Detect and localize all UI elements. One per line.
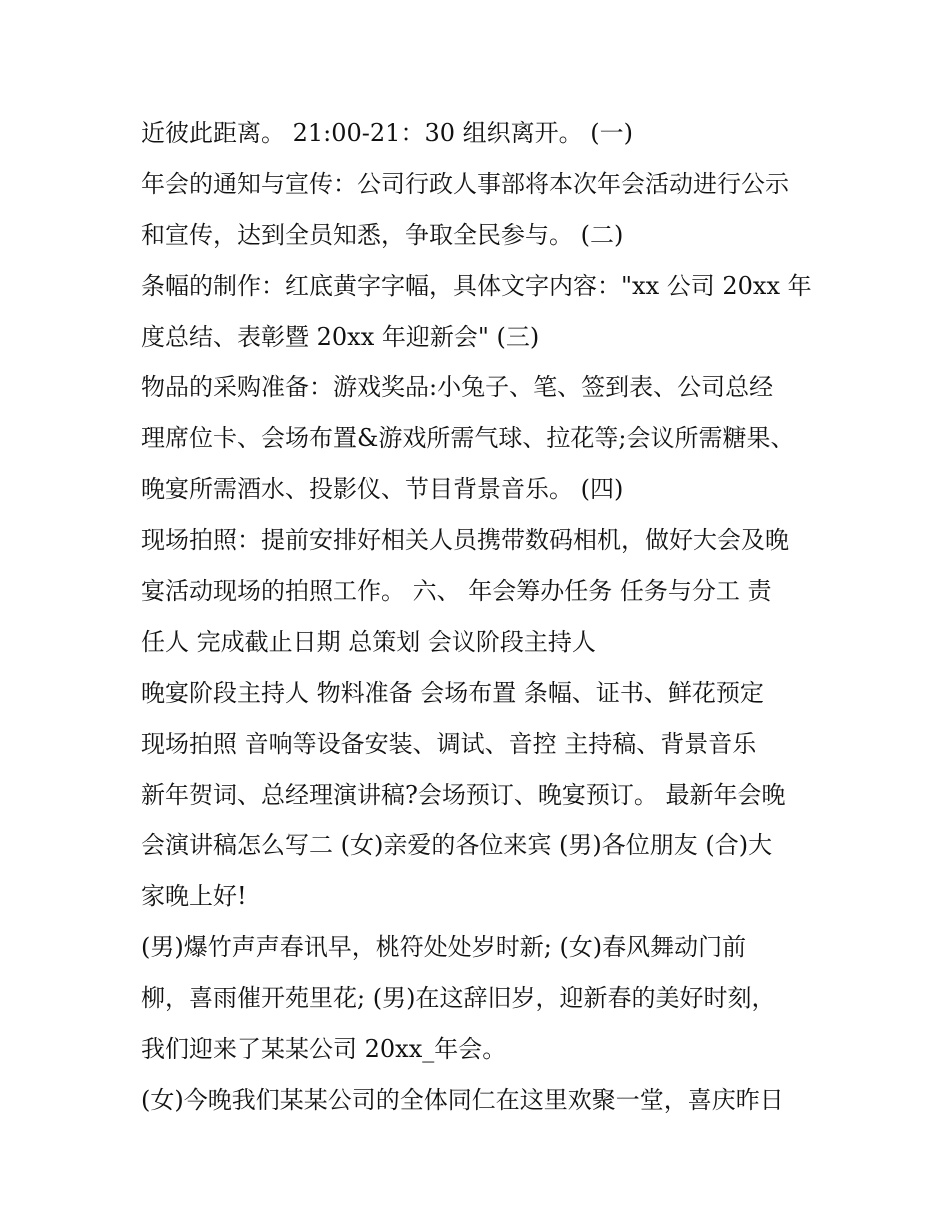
document-body <box>141 108 831 1126</box>
text-line-4: 条幅的制作：红底黄字字幅，具体文字内容："xx 公司 20xx 年 <box>141 271 812 300</box>
text-line-15: 会演讲稿怎么写二 (女)亲爱的各位来宾 (男)各位朋友 (合)大 <box>141 831 773 860</box>
text-line-20: (女)今晚我们某某公司的全体同仁在这里欢聚一堂，喜庆昨日 <box>141 1085 784 1114</box>
text-line-12: 晚宴阶段主持人 物料准备 会场布置 条幅、证书、鲜花预定 <box>141 678 764 707</box>
text-line-9: 现场拍照：提前安排好相关人员携带数码相机，做好大会及晚 <box>141 526 789 555</box>
text-line-3: 和宣传，达到全员知悉，争取全民参与。 (二) <box>141 220 624 249</box>
text-line-18: 柳，喜雨催开苑里花; (男)在这辞旧岁，迎新春的美好时刻， <box>141 984 776 1013</box>
text-line-16: 家晚上好! <box>141 882 247 911</box>
text-line-14: 新年贺词、总经理演讲稿?会场预订、晚宴预订。 最新年会晚 <box>141 780 786 809</box>
text-line-6: 物品的采购准备：游戏奖品:小兔子、笔、签到表、公司总经 <box>141 373 774 402</box>
text-line-1: 近彼此距离。 21:00-21：30 组织离开。 (一) <box>141 119 633 147</box>
text-line-8: 晚宴所需酒水、投影仪、节目背景音乐。 (四) <box>141 475 624 504</box>
text-line-17: (男)爆竹声声春讯早，桃符处处岁时新; (女)春风舞动门前 <box>141 933 747 962</box>
text-line-2: 年会的通知与宣传：公司行政人事部将本次年会活动进行公示 <box>141 169 789 198</box>
text-line-7: 理席位卡、会场布置&游戏所需气球、拉花等;会议所需糖果、 <box>141 424 795 453</box>
text-line-11: 任人 完成截止日期 总策划 会议阶段主持人 <box>141 627 596 656</box>
text-line-13: 现场拍照 音响等设备安装、调试、音控 主持稿、背景音乐 <box>141 729 757 758</box>
text-line-19: 我们迎来了某某公司 20xx_年会。 <box>141 1035 507 1064</box>
text-line-10: 宴活动现场的拍照工作。 六、 年会筹办任务 任务与分工 责 <box>141 577 772 606</box>
text-line-5: 度总结、表彰暨 20xx 年迎新会" (三) <box>141 322 540 351</box>
